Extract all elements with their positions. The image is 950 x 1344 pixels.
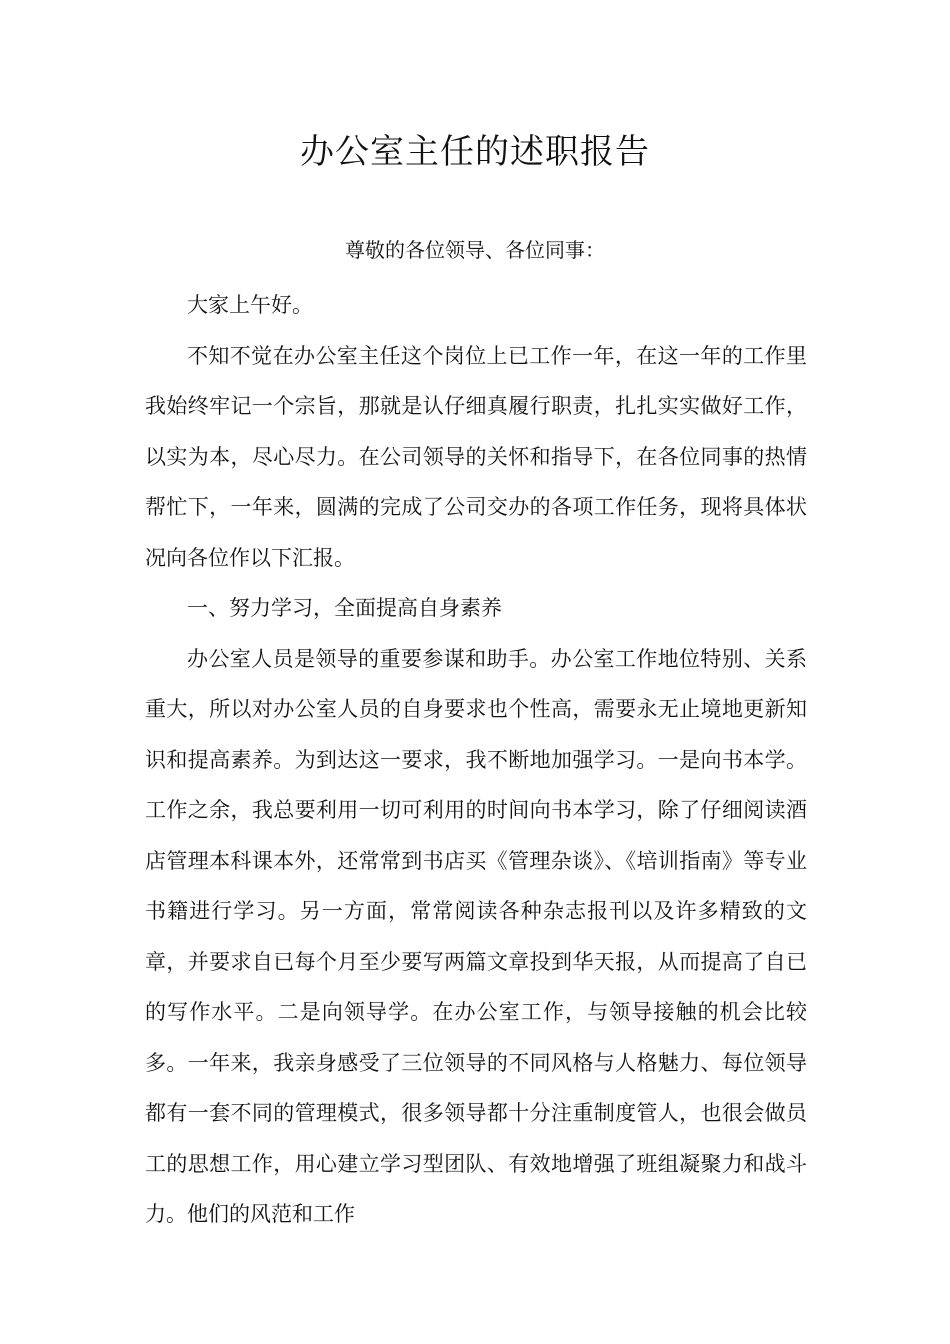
paragraph-study: 办公室人员是领导的重要参谋和助手。办公室工作地位特别、关系重大，所以对办公室人员的自身要求也个性高，需要永无止境地更新知识和提高素养。为到达这一要求，我不断地加强学习。一是向书本学。工作之余，我总要利用一切可利用的时间向书本学习，除了仔细阅读酒店管理本科课本外，还常常到书店买《管理杂谈》、《培训指南》等专业书籍进行学习。另一方面，常常阅读各种杂志报刊以及许多精致的文章，并要求自已每个月至少要写两篇文章投到华天报，从而提高了自已的写作水平。二是向领导学。在办公室工作，与领导接触的机会比较多。一年来，我亲身感受了三位领导的不同风格与人格魅力、每位领导都有一套不同的管理模式，很多领导都十分注重制度管人，也很会做员工的思想工作，用心建立学习型团队、有效地增强了班组凝聚力和战斗力。他们的风范和工作: [145, 646, 807, 1226]
paragraph-intro: 不知不觉在办公室主任这个岗位上已工作一年，在这一年的工作里我始终牢记一个宗旨，那就是认仔细真履行职责，扎扎实实做好工作，以实为本，尽心尽力。在公司领导的关怀和指导下，在各位同事的热情帮忙下，一年来，圆满的完成了公司交办的各项工作任务，现将具体状况向各位作以下汇报。: [145, 343, 807, 570]
document-body: [145, 280, 807, 1240]
paragraph-greeting: 大家上午好。: [187, 293, 313, 317]
document-title: 办公室主任的述职报告: [300, 132, 650, 172]
salutation: 尊敬的各位领导、各位同事：: [345, 238, 605, 262]
section-heading: 一、努力学习，全面提高自身素养: [187, 596, 502, 620]
